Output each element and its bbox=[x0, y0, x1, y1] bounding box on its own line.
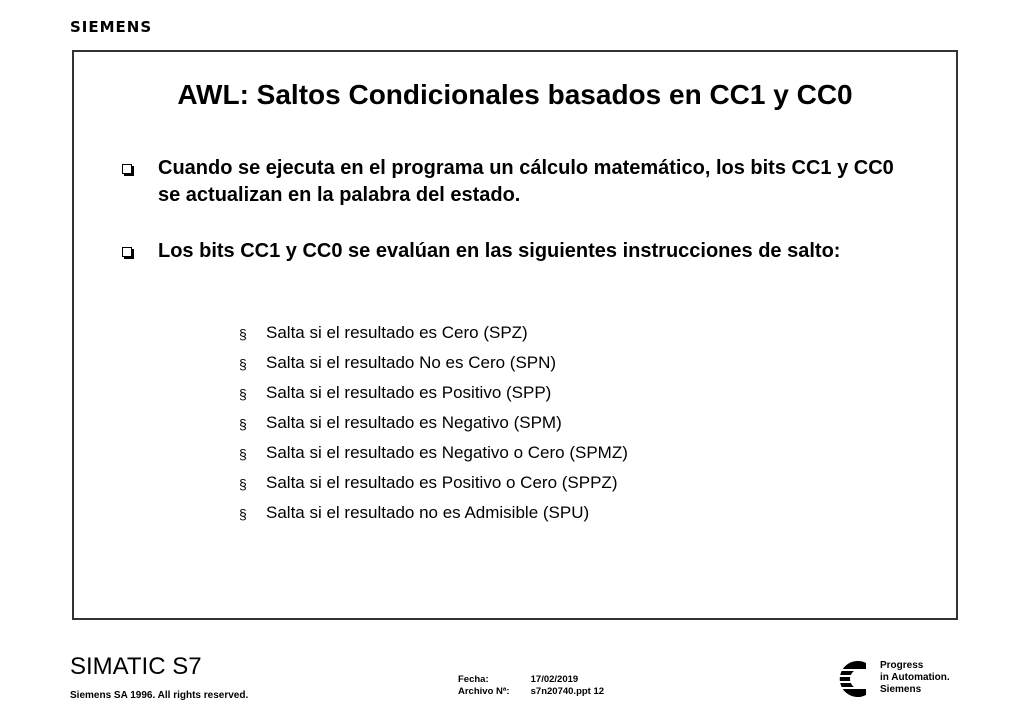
list-item bbox=[239, 381, 628, 411]
list-item-text: Salta si el resultado es Positivo o Cero (SPPZ) bbox=[266, 473, 618, 492]
list-item bbox=[239, 441, 628, 471]
bullet-item bbox=[122, 155, 898, 209]
bullet-item bbox=[122, 238, 898, 265]
tagline-line: in Automation. bbox=[880, 672, 950, 683]
list-item bbox=[239, 351, 628, 381]
tagline-line: Siemens bbox=[880, 684, 922, 695]
bullet-text: Los bits CC1 y CC0 se evalúan en las siguientes instrucciones de salto: bbox=[158, 240, 841, 262]
checkbox-bullet-icon bbox=[122, 247, 132, 257]
list-item bbox=[239, 501, 628, 531]
file-value: s7n20740.ppt 12 bbox=[530, 686, 605, 697]
list-item bbox=[239, 411, 628, 441]
list-item-text: Salta si el resultado es Negativo o Cero (SPMZ) bbox=[266, 443, 628, 462]
section-sign-icon: § bbox=[239, 476, 247, 492]
section-sign-icon: § bbox=[239, 356, 247, 372]
slide-title: AWL: Saltos Condicionales basados en CC1 y CC0 bbox=[177, 79, 853, 110]
section-sign-icon: § bbox=[239, 416, 247, 432]
checkbox-bullet-icon bbox=[122, 164, 132, 174]
tagline bbox=[880, 660, 950, 696]
slide-frame bbox=[72, 50, 958, 620]
siemens-progress-logo-icon bbox=[836, 659, 872, 699]
file-label: Archivo Nª: bbox=[458, 686, 510, 697]
list-item bbox=[239, 471, 628, 501]
list-item bbox=[239, 321, 628, 351]
section-sign-icon: § bbox=[239, 506, 247, 522]
siemens-brand: SIEMENS bbox=[70, 18, 153, 36]
section-sign-icon: § bbox=[239, 386, 247, 402]
date-value: 17/02/2019 bbox=[530, 674, 579, 685]
product-name: SIMATIC S7 bbox=[70, 653, 202, 680]
copyright-text: Siemens SA 1996. All rights reserved. bbox=[70, 690, 249, 701]
file-metadata bbox=[458, 674, 604, 698]
list-item-text: Salta si el resultado no es Admisible (SPU) bbox=[266, 503, 590, 522]
jump-instruction-list bbox=[239, 321, 628, 531]
section-sign-icon: § bbox=[239, 326, 247, 342]
tagline-line: Progress bbox=[880, 660, 924, 671]
section-sign-icon: § bbox=[239, 446, 247, 462]
list-item-text: Salta si el resultado es Cero (SPZ) bbox=[266, 323, 528, 342]
bullet-text: Cuando se ejecuta en el programa un cálculo matemático, los bits CC1 y CC0 se actualizan en la palabra del estado. bbox=[158, 157, 894, 206]
date-label: Fecha: bbox=[458, 674, 489, 685]
list-item-text: Salta si el resultado es Negativo (SPM) bbox=[266, 413, 562, 432]
list-item-text: Salta si el resultado es Positivo (SPP) bbox=[266, 383, 552, 402]
list-item-text: Salta si el resultado No es Cero (SPN) bbox=[266, 353, 557, 372]
